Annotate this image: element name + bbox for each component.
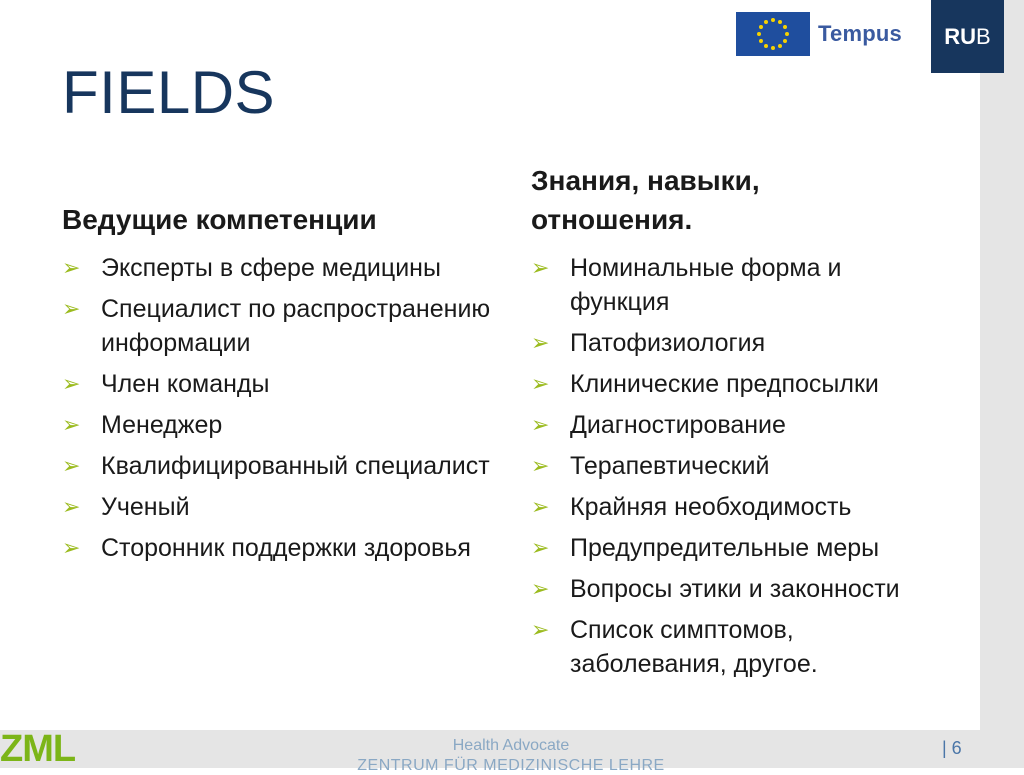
- list-item-text: Терапевтический: [570, 452, 770, 480]
- list-item: [62, 408, 502, 442]
- list-item: [62, 531, 502, 565]
- left-column-heading: Ведущие компетенции: [62, 204, 377, 235]
- left-bullet-list: [62, 251, 502, 572]
- list-item: [62, 292, 502, 360]
- tempus-label: Tempus: [818, 21, 902, 46]
- arrow-bullet-icon: ➢: [531, 255, 550, 280]
- list-item-text: Специалист по распространению информации: [101, 295, 491, 357]
- arrow-bullet-icon: ➢: [531, 453, 550, 478]
- right-edge-strip: [980, 0, 1024, 768]
- list-item-text: Эксперты в сфере медицины: [101, 254, 441, 282]
- list-item-text: Клинические предпосылки: [570, 370, 879, 398]
- right-bullet-list: [531, 251, 971, 688]
- list-item-text: Патофизиология: [570, 329, 766, 357]
- arrow-bullet-icon: ➢: [62, 494, 81, 519]
- list-item-text: Список симптомов, заболевания, другое.: [570, 616, 818, 678]
- list-item: [62, 449, 502, 483]
- list-item-text: Ученый: [101, 493, 190, 521]
- arrow-bullet-icon: ➢: [531, 494, 550, 519]
- list-item-text: Номинальные форма и функция: [570, 254, 842, 316]
- arrow-bullet-icon: ➢: [62, 371, 81, 396]
- list-item-text: Диагностирование: [570, 411, 786, 439]
- arrow-bullet-icon: ➢: [531, 576, 550, 601]
- arrow-bullet-icon: ➢: [531, 535, 550, 560]
- list-item: [531, 531, 971, 565]
- list-item: [531, 572, 971, 606]
- rub-logo: [931, 0, 1004, 73]
- right-column-heading: Знания, навыки, отношения.: [531, 165, 760, 235]
- list-item-text: Менеджер: [101, 411, 223, 439]
- rub-label-light: B: [976, 23, 991, 49]
- arrow-bullet-icon: ➢: [531, 330, 550, 355]
- page-number: | 6: [942, 738, 962, 758]
- list-item: [62, 367, 502, 401]
- list-item: [62, 490, 502, 524]
- rub-label-bold: RU: [944, 23, 977, 49]
- arrow-bullet-icon: ➢: [62, 453, 81, 478]
- list-item: [531, 449, 971, 483]
- arrow-bullet-icon: ➢: [531, 371, 550, 396]
- slide-title: FIELDS: [62, 59, 276, 126]
- list-item: [531, 613, 900, 681]
- list-item: [531, 367, 971, 401]
- arrow-bullet-icon: ➢: [531, 412, 550, 437]
- footer-line-2: ZENTRUM FÜR MEDIZINISCHE LEHRE: [357, 757, 665, 774]
- list-item-text: Сторонник поддержки здоровья: [101, 534, 471, 562]
- list-item: [531, 251, 930, 319]
- list-item: [531, 408, 971, 442]
- zml-logo: ZML: [0, 728, 76, 770]
- arrow-bullet-icon: ➢: [62, 412, 81, 437]
- list-item-text: Член команды: [101, 370, 270, 398]
- list-item-text: Вопросы этики и законности: [570, 575, 900, 603]
- list-item: [531, 326, 971, 360]
- arrow-bullet-icon: ➢: [531, 617, 550, 642]
- list-item-text: Крайняя необходимость: [570, 493, 852, 521]
- arrow-bullet-icon: ➢: [62, 535, 81, 560]
- list-item: [531, 490, 971, 524]
- footer-line-1: Health Advocate: [452, 737, 570, 754]
- arrow-bullet-icon: ➢: [62, 255, 81, 280]
- list-item-text: Предупредительные меры: [570, 534, 880, 562]
- tempus-logo: [736, 12, 902, 56]
- list-item-text: Квалифицированный специалист: [101, 452, 490, 480]
- list-item: [62, 251, 502, 285]
- footer-caption: [356, 737, 666, 775]
- arrow-bullet-icon: ➢: [62, 296, 81, 321]
- eu-flag-icon: [736, 12, 810, 56]
